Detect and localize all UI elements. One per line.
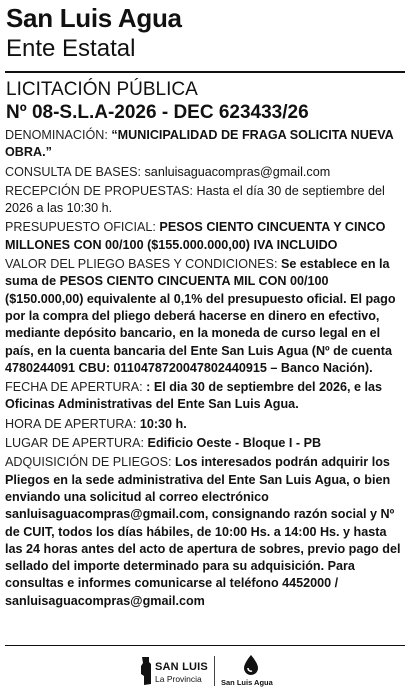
field-label: RECEPCIÓN DE PROPUESTAS: <box>5 183 194 198</box>
field-label: HORA DE APERTURA: <box>5 416 137 431</box>
field-label: CONSULTA DE BASES: <box>5 164 142 179</box>
field-recepcion <box>5 183 407 218</box>
notice-number: Nº 08-S.L.A-2026 - DEC 623433/26 <box>6 102 309 123</box>
field-valor-pliego <box>5 256 407 377</box>
field-label: ADQUISICIÓN DE PLIEGOS: <box>5 455 172 470</box>
field-value: “MUNICIPALIDAD DE FRAGA SOLICITA NUEVA OBRA.” <box>5 128 394 160</box>
province-map-icon <box>140 656 152 686</box>
field-adquisicion <box>5 454 407 610</box>
field-value: PESOS CIENTO CINCUENTA Y CINCO MILLONES CON 00/100 ($155.000.000,00) IVA INCLUIDO <box>5 220 386 252</box>
notice-body <box>5 127 407 612</box>
logo-text-san-luis: SAN LUIS <box>155 661 208 673</box>
top-divider <box>5 71 405 73</box>
field-label: PRESUPUESTO OFICIAL: <box>5 220 156 235</box>
field-value: Hasta el día 30 de septiembre del 2026 a las 10:30 h. <box>5 183 385 216</box>
field-label: FECHA DE APERTURA: <box>5 380 143 395</box>
field-label: LUGAR DE APERTURA: <box>5 436 145 451</box>
field-label: DENOMINACIÓN: <box>5 128 108 142</box>
org-name: San Luis Agua <box>6 3 182 33</box>
field-consulta <box>5 164 407 181</box>
field-presupuesto <box>5 219 407 254</box>
field-value: : El dia 30 de septiembre del 2026, e las Oficinas Administrativas del Ente San Luis Agua. <box>5 380 383 412</box>
logo-separator <box>214 656 215 686</box>
field-value: 10:30 h. <box>136 416 187 431</box>
field-value: Edificio Oeste - Bloque I - PB <box>144 436 322 451</box>
field-value: Los interesados podrán adquirir los Pliegos en la sede administrativa del Ente San Luis Agua, o bien enviando una solicitud al correo electrónico sanluisaguacompras@gmail.com, consignando razón social y Nº de CUIT, todos los días hábiles, de 10:00 Hs. a 14:00 Hs. y hasta las 24 horas antes del acto de apertura de sobres, previo pago del sellado del importe determinado para su adquisición. Para consultas e informes comunicarse al teléfono 4452000 / sanluisaguacompras@gmail.com <box>5 455 401 608</box>
field-fecha-apertura <box>5 379 407 414</box>
footer-logos <box>0 652 410 692</box>
field-lugar-apertura <box>5 435 407 452</box>
notice-title: LICITACIÓN PÚBLICA <box>6 79 198 100</box>
san-luis-agua-logo <box>220 654 280 690</box>
bottom-divider <box>5 645 405 646</box>
logo-text-la-provincia: La Provincia <box>155 674 202 684</box>
field-value: Se establece en la suma de PESOS CIENTO CINCUENTA MIL CON 00/100 ($150.000,00) equivalente al 0,1% del presupuesto oficial. El pago por la compra del pliego deberá hacerse en dinero en efectivo, mediante depósito bancario, en la moneda de curso legal en el país, en la cuenta bancaria del Ente San Luis Agua (Nº de cuenta 4780244091 CBU: 0110478720047802440915 – Banco Nación). <box>5 257 396 375</box>
san-luis-province-logo <box>140 654 210 688</box>
field-denominacion <box>5 127 407 162</box>
org-subtitle: Ente Estatal <box>6 35 136 62</box>
field-label: VALOR DEL PLIEGO BASES Y CONDICIONES: <box>5 257 278 272</box>
water-drop-icon <box>240 654 262 676</box>
logo-text-san-luis-agua: San Luis Agua <box>221 678 273 687</box>
field-hora-apertura <box>5 416 407 433</box>
field-value: sanluisaguacompras@gmail.com <box>141 164 331 179</box>
